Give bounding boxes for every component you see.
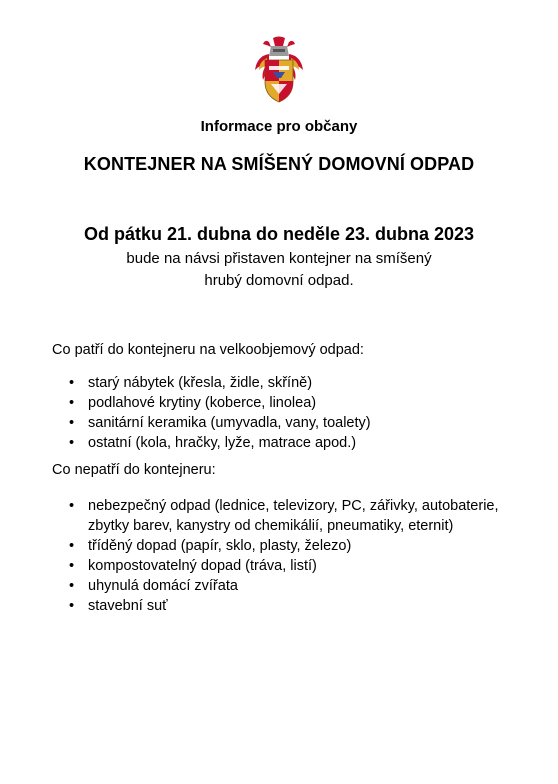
page-subtitle: Informace pro občany xyxy=(200,118,358,135)
allowed-section-heading: Co patří do kontejneru na velkoobjemový odpad: xyxy=(52,342,364,358)
announcement-line-2: hrubý domovní odpad. xyxy=(204,272,354,289)
announcement-text xyxy=(0,248,558,292)
bullet-icon: • xyxy=(69,498,75,514)
list-item: • stavební suť xyxy=(69,598,168,614)
list-item: • starý nábytek (křesla, židle, skříně) xyxy=(69,375,313,391)
bullet-icon: • xyxy=(69,415,75,431)
bullet-icon: • xyxy=(69,435,75,451)
allowed-items-list xyxy=(52,373,528,453)
list-item: • podlahové krytiny (koberce, linolea) xyxy=(69,395,317,411)
page-title: KONTEJNER NA SMÍŠENÝ DOMOVNÍ ODPAD xyxy=(83,154,475,174)
bullet-icon: • xyxy=(69,578,75,594)
announcement-line-1: bude na návsi přistaven kontejner na smíšený xyxy=(126,250,432,267)
coat-of-arms-icon xyxy=(251,36,307,104)
list-item: • kompostovatelný dopad (tráva, listí) xyxy=(69,558,317,574)
bullet-icon: • xyxy=(69,598,75,614)
list-item: • ostatní (kola, hračky, lyže, matrace apod.) xyxy=(69,435,357,451)
bullet-icon: • xyxy=(69,395,75,411)
list-item: • sanitární keramika (umyvadla, vany, toalety) xyxy=(69,415,371,431)
forbidden-items-list xyxy=(52,496,528,616)
list-item: • tříděný dopad (papír, sklo, plasty, železo) xyxy=(69,538,352,554)
bullet-icon: • xyxy=(69,375,75,391)
bullet-icon: • xyxy=(69,558,75,574)
list-item: • nebezpečný odpad (lednice, televizory, PC, zářivky, autobaterie, zbytky barev, kanystry od chemikálií, pneumatiky, eternit) xyxy=(69,498,499,534)
date-range-heading: Od pátku 21. dubna do neděle 23. dubna 2023 xyxy=(83,224,475,244)
forbidden-section-heading: Co nepatří do kontejneru: xyxy=(52,462,216,478)
list-item: • uhynulá domácí zvířata xyxy=(69,578,238,594)
bullet-icon: • xyxy=(69,538,75,554)
